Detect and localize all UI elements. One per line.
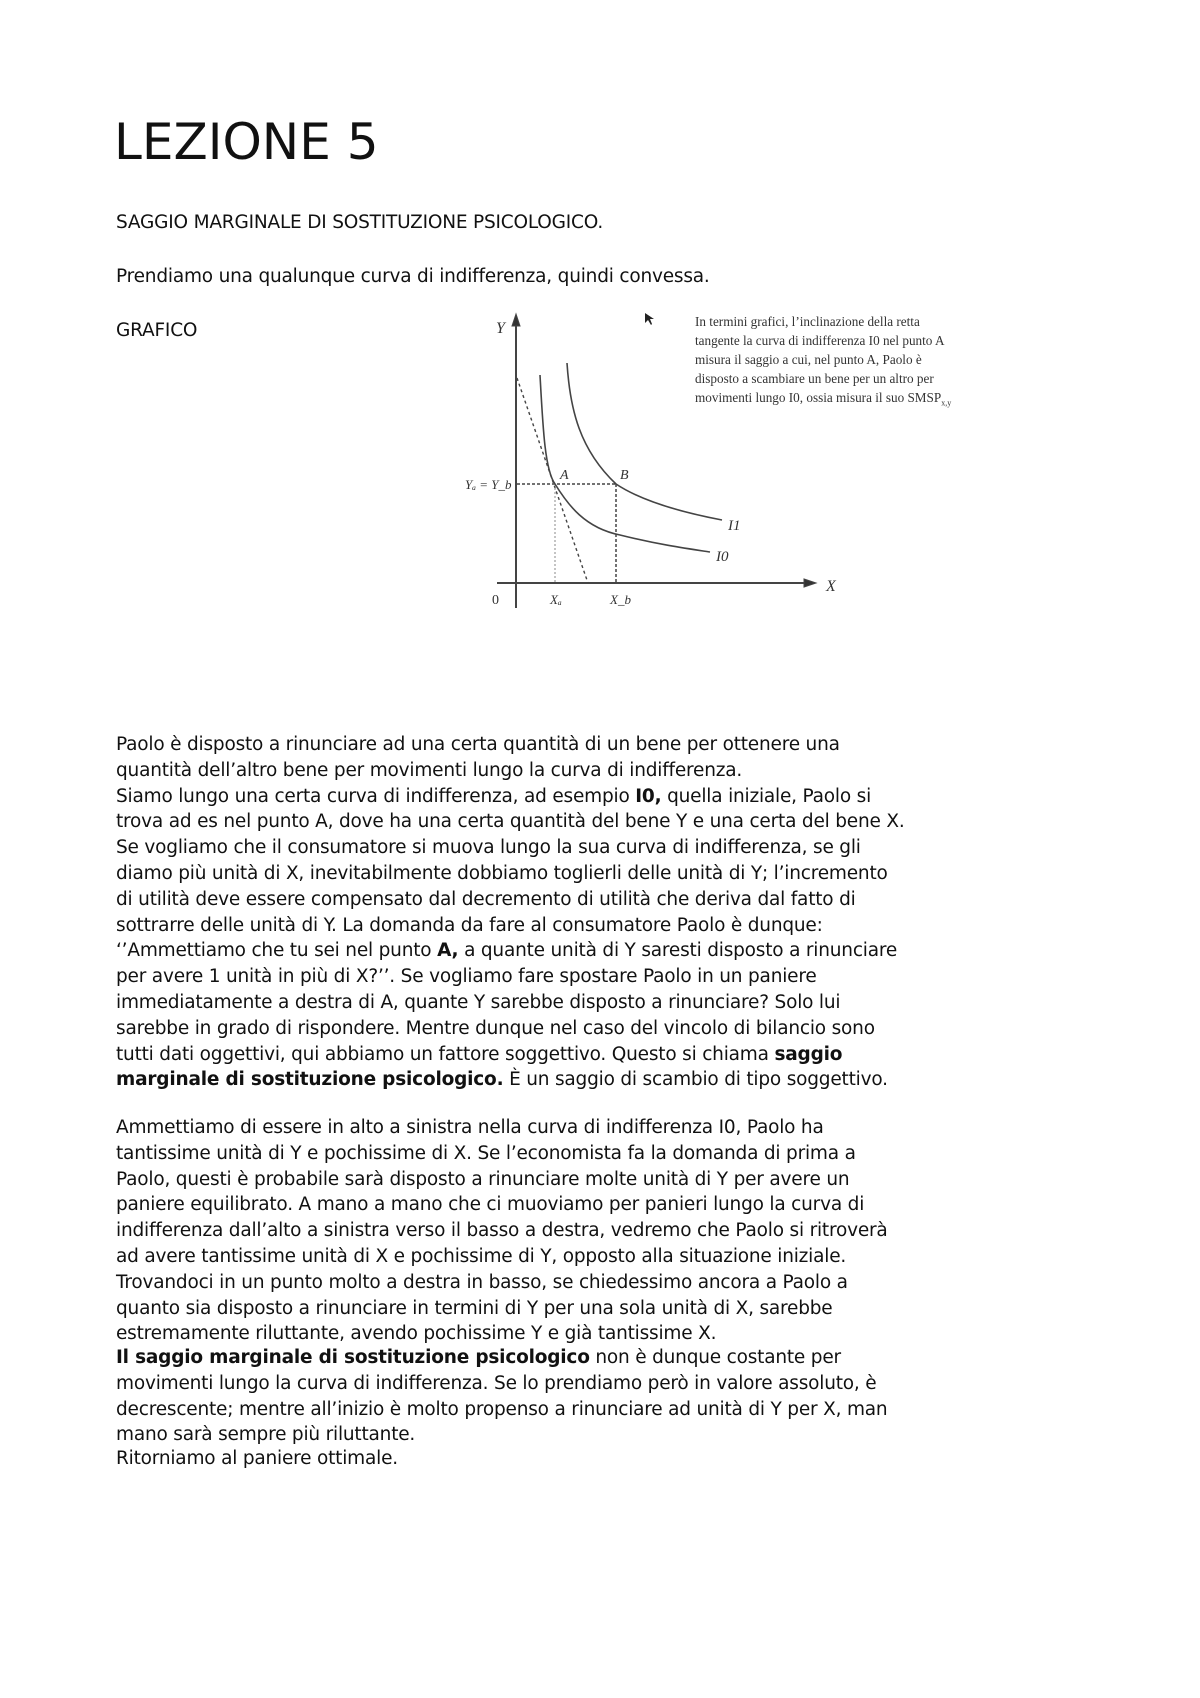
graph-label: GRAFICO (116, 320, 198, 341)
figure-caption (695, 312, 951, 413)
text-segment: Se vogliamo che il consumatore si muova lungo la sua curva di indifferenza, se gli (116, 837, 861, 859)
text-line (116, 887, 905, 913)
bold-text: Il saggio marginale di sostituzione psicologico (116, 1347, 590, 1368)
text-segment: immediatamente a destra di A, quante Y sarebbe disposto a rinunciare? Solo lui (116, 991, 841, 1013)
curve-i0-label: I0 (716, 549, 729, 565)
bold-text: I0, (635, 785, 662, 807)
paragraph (116, 1115, 888, 1347)
bold-text: A, (437, 940, 459, 962)
text-segment: paniere equilibrato. A mano a mano che ci muoviamo per panieri lungo la curva di (116, 1194, 865, 1216)
paragraph (116, 1446, 398, 1472)
text-segment: sottrarre delle unità di Y. La domanda da fare al consumatore Paolo è dunque: (116, 914, 823, 936)
origin-label: 0 (492, 593, 499, 608)
text-line (116, 1016, 905, 1042)
text-line (116, 1192, 888, 1218)
text-segment: Ritorniamo al paniere ottimale. (116, 1448, 398, 1469)
text-line (116, 835, 905, 861)
page-title: LEZIONE 5 (114, 113, 379, 171)
text-segment: estremamente riluttante, avendo pochissime Y e già tantissime X. (116, 1323, 717, 1345)
text-line (116, 1218, 888, 1244)
text-segment: decrescente; mentre all’inizio è molto propenso a rinunciare ad unità di Y per X, man (116, 1398, 888, 1420)
x-axis-arrow (804, 579, 816, 587)
text-line (116, 732, 905, 758)
text-segment: diamo più unità di X, inevitabilmente dobbiamo toglierli delle unità di Y; l’incremento (116, 862, 888, 884)
text-line (116, 1422, 887, 1448)
text-segment: È un saggio di scambio di tipo soggettivo. (503, 1069, 888, 1091)
text-segment: Trovandoci in un punto molto a destra in basso, se chiedessimo ancora a Paolo a (116, 1271, 848, 1293)
text-line (116, 861, 905, 887)
text-segment: sarebbe in grado di rispondere. Mentre dunque nel caso del vincolo di bilancio sono (116, 1017, 875, 1039)
text-segment: Paolo, questi è probabile sarà disposto a rinunciare molte unità di Y per avere un (116, 1168, 850, 1190)
xb-label: X_b (610, 592, 631, 607)
text-line (116, 964, 905, 990)
curve-i1-label: I1 (728, 518, 741, 534)
caption-line: In termini grafici, l’inclinazione della retta (695, 314, 920, 329)
text-line (116, 1270, 888, 1296)
caption-line: tangente la curva di indifferenza I0 nel punto A (695, 333, 945, 348)
text-segment: Paolo è disposto a rinunciare ad una certa quantità di un bene per ottenere una (116, 734, 840, 755)
text-line (116, 1296, 888, 1322)
xa-label: Xₐ (550, 592, 562, 607)
text-line (116, 784, 905, 810)
text-line (116, 1371, 887, 1397)
text-segment: movimenti lungo la curva di indifferenza. Se lo prendiamo però in valore assoluto, è (116, 1372, 877, 1394)
text-segment: ad avere tantissime unità di X e pochissime di Y, opposto alla situazione iniziale. (116, 1245, 847, 1267)
text-line (116, 1141, 888, 1167)
text-segment: Siamo lungo una certa curva di indifferenza, ad esempio (116, 785, 636, 807)
text-line (116, 1115, 888, 1141)
text-line (116, 1345, 887, 1371)
text-line (116, 1167, 888, 1193)
text-line (116, 913, 905, 939)
caption-line: disposto a scambiare un bene per un altro per (695, 371, 934, 386)
text-line (116, 938, 905, 964)
x-axis-label: X (826, 578, 836, 595)
point-a-label: A (560, 468, 569, 483)
text-segment: a quante unità di Y saresti disposto a rinunciare (458, 940, 898, 962)
text-segment: tantissime unità di Y e pochissime di X. Se l’economista fa la domanda di prima a (116, 1142, 856, 1164)
text-line (116, 1067, 905, 1093)
text-line (116, 1244, 888, 1270)
y-axis-label: Y (496, 320, 505, 337)
cursor-icon (645, 313, 654, 325)
ya-yb-label: Yₐ = Y_b (465, 477, 512, 492)
text-segment: per avere 1 unità in più di X?’’. Se vogliamo fare spostare Paolo in un paniere (116, 966, 817, 988)
text-segment: ‘’Ammettiamo che tu sei nel punto (116, 940, 438, 962)
text-segment: non è dunque costante per (589, 1347, 841, 1368)
text-line (116, 1397, 887, 1423)
bold-text: marginale di sostituzione psicologico. (116, 1069, 504, 1091)
caption-line-text: movimenti lungo I0, ossia misura il suo SMSP (695, 390, 942, 405)
text-line (116, 990, 905, 1016)
text-segment: di utilità deve essere compensato dal decremento di utilità che deriva dal fatto di (116, 888, 856, 910)
bold-text: saggio (774, 1043, 843, 1065)
text-segment: quella iniziale, Paolo si (661, 785, 872, 807)
text-segment: quanto sia disposto a rinunciare in termini di Y per una sola unità di X, sarebbe (116, 1297, 833, 1319)
paragraph (116, 732, 905, 1093)
text-line (116, 758, 905, 784)
text-line (116, 809, 905, 835)
text-line (116, 1446, 398, 1472)
curve-i0 (540, 375, 710, 552)
text-line (116, 1321, 888, 1347)
text-segment: mano sarà sempre più riluttante. (116, 1424, 416, 1446)
paragraph (116, 1345, 887, 1448)
text-segment: tutti dati oggettivi, qui abbiamo un fattore soggettivo. Questo si chiama (116, 1043, 775, 1065)
y-axis-arrow (512, 314, 520, 326)
point-b-label: B (620, 468, 629, 483)
text-segment: quantità dell’altro bene per movimenti lungo la curva di indifferenza. (116, 759, 743, 781)
caption-line (695, 388, 951, 413)
text-segment: Ammettiamo di essere in alto a sinistra nella curva di indifferenza I0, Paolo ha (116, 1117, 824, 1138)
text-line (116, 1042, 905, 1068)
text-segment: indifferenza dall’alto a sinistra verso il basso a destra, vedremo che Paolo si ritroverà (116, 1220, 888, 1242)
caption-subscript: x,y (941, 398, 952, 408)
section-heading: SAGGIO MARGINALE DI SOSTITUZIONE PSICOLOGICO. (116, 212, 604, 233)
indifference-curve-figure (0, 0, 1200, 640)
intro-text: Prendiamo una qualunque curva di indifferenza, quindi convessa. (116, 266, 710, 287)
text-segment: trova ad es nel punto A, dove ha una certa quantità del bene Y e una certa del bene X. (116, 811, 905, 833)
caption-line: misura il saggio a cui, nel punto A, Paolo è (695, 352, 922, 367)
